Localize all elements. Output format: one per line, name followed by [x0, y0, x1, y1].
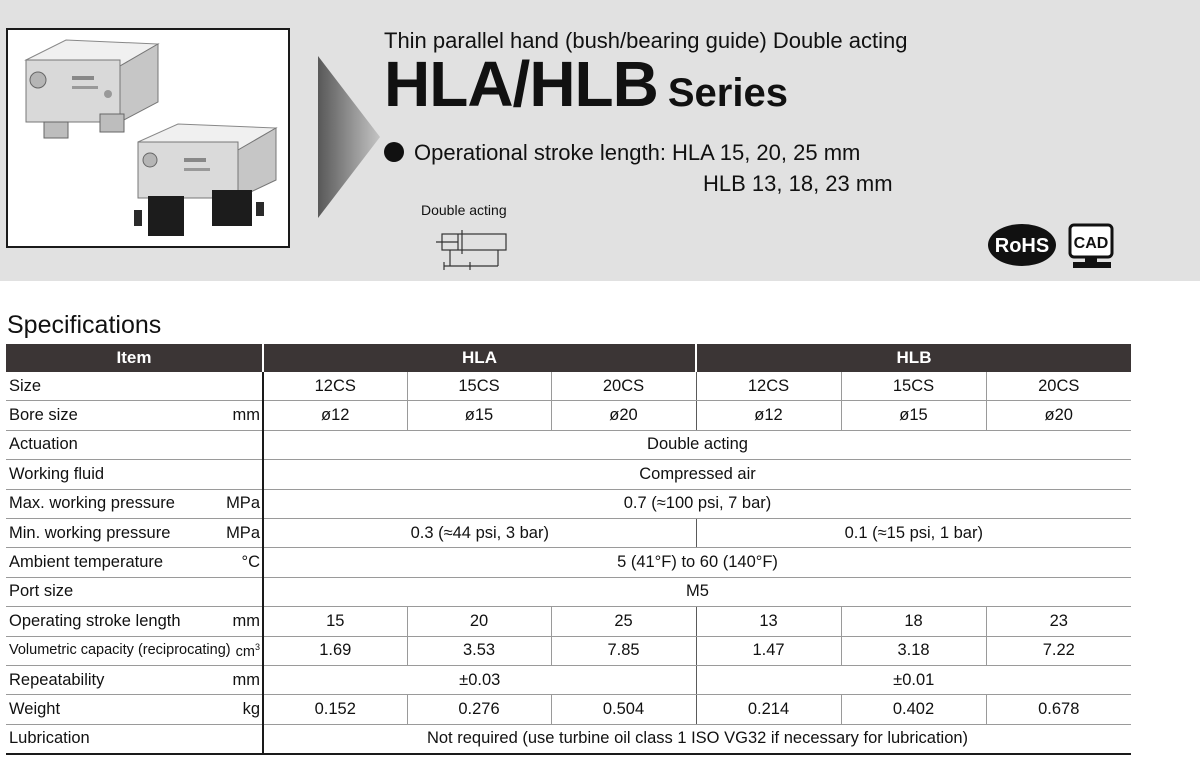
- table-cell: 7.85: [551, 636, 696, 665]
- stroke-length-hlb: HLB 13, 18, 23 mm: [703, 171, 893, 196]
- table-cell: 0.152: [263, 695, 407, 724]
- cad-icon: [1067, 222, 1117, 270]
- specifications-heading: Specifications: [7, 311, 162, 339]
- table-row: [6, 518, 1131, 547]
- table-row: [6, 372, 1131, 401]
- specifications-table: [6, 344, 1131, 755]
- double-acting-symbol-icon: [436, 228, 512, 272]
- symbol-label: Double acting: [421, 202, 507, 218]
- rohs-logo: [986, 222, 1058, 268]
- table-cell: ø15: [407, 401, 551, 430]
- table-row: [6, 577, 1131, 606]
- table-cell: 1.69: [263, 636, 407, 665]
- table-cell: 0.1 (≈15 psi, 1 bar): [696, 518, 1131, 547]
- row-label: Min. working pressure MPa: [6, 518, 263, 547]
- table-cell: 3.18: [841, 636, 986, 665]
- svg-text:RoHS: RoHS: [994, 235, 1050, 257]
- table-cell: 25: [551, 607, 696, 636]
- table-row: [6, 489, 1131, 518]
- table-cell: 18: [841, 607, 986, 636]
- table-cell: ±0.03: [263, 665, 696, 694]
- table-cell: 0.3 (≈44 psi, 3 bar): [263, 518, 696, 547]
- table-row: [6, 401, 1131, 430]
- column-header-hla: HLA: [263, 344, 696, 372]
- table-cell: 20CS: [551, 372, 696, 401]
- table-cell: Double acting: [263, 430, 1131, 459]
- table-cell: 0.402: [841, 695, 986, 724]
- table-row: [6, 607, 1131, 636]
- stroke-length-text: Operational stroke length: HLA 15, 20, 25 mm: [414, 140, 861, 165]
- table-cell: 1.47: [696, 636, 841, 665]
- row-label: Lubrication: [6, 724, 263, 754]
- table-cell: ø12: [696, 401, 841, 430]
- table-cell: ø20: [986, 401, 1131, 430]
- table-cell: ±0.01: [696, 665, 1131, 694]
- table-cell: 12CS: [696, 372, 841, 401]
- row-label: Bore size mm: [6, 401, 263, 430]
- table-cell: M5: [263, 577, 1131, 606]
- product-photo: [6, 28, 290, 248]
- table-cell: 15CS: [407, 372, 551, 401]
- table-cell: Not required (use turbine oil class 1 ISO VG32 if necessary for lubrication): [263, 724, 1131, 754]
- row-label: Repeatability mm: [6, 665, 263, 694]
- table-cell: 20CS: [986, 372, 1131, 401]
- table-row: [6, 430, 1131, 459]
- row-label: Max. working pressure MPa: [6, 489, 263, 518]
- table-header-row: [6, 344, 1131, 372]
- row-label: Ambient temperature °C: [6, 548, 263, 577]
- bullet-icon: [384, 142, 404, 162]
- table-cell: 20: [407, 607, 551, 636]
- series-name: HLA/HLB: [384, 48, 658, 120]
- table-cell: ø20: [551, 401, 696, 430]
- table-cell: ø15: [841, 401, 986, 430]
- table-cell: 0.7 (≈100 psi, 7 bar): [263, 489, 1131, 518]
- table-row: [6, 548, 1131, 577]
- row-label: Size: [6, 372, 263, 401]
- table-cell: ø12: [263, 401, 407, 430]
- table-cell: 0.276: [407, 695, 551, 724]
- table-cell: 12CS: [263, 372, 407, 401]
- table-cell: 7.22: [986, 636, 1131, 665]
- column-header-hlb: HLB: [696, 344, 1131, 372]
- table-cell: 0.678: [986, 695, 1131, 724]
- row-label: Port size: [6, 577, 263, 606]
- table-cell: 13: [696, 607, 841, 636]
- row-label: Volumetric capacity (reciprocating) $cm^3$: [6, 636, 263, 665]
- table-cell: 5 (41°F) to 60 (140°F): [263, 548, 1131, 577]
- table-cell: 15CS: [841, 372, 986, 401]
- row-label: Operating stroke length mm: [6, 607, 263, 636]
- row-label: Working fluid: [6, 460, 263, 489]
- table-cell: Compressed air: [263, 460, 1131, 489]
- table-row: [6, 695, 1131, 724]
- series-suffix: Series: [667, 71, 788, 115]
- row-label: Weight kg: [6, 695, 263, 724]
- page-subtitle: Thin parallel hand (bush/bearing guide) Double acting: [384, 28, 908, 53]
- table-cell: 15: [263, 607, 407, 636]
- table-row: [6, 665, 1131, 694]
- table-row: [6, 460, 1131, 489]
- column-header-item: Item: [6, 344, 263, 372]
- table-cell: 23: [986, 607, 1131, 636]
- table-cell: 0.504: [551, 695, 696, 724]
- page-title: [384, 48, 788, 120]
- header-banner: [0, 0, 1200, 281]
- stroke-length-hla: [384, 140, 860, 166]
- svg-text:CAD: CAD: [1073, 235, 1109, 252]
- row-label: Actuation: [6, 430, 263, 459]
- arrow-icon: [318, 56, 380, 218]
- table-cell: 0.214: [696, 695, 841, 724]
- table-row: [6, 724, 1131, 754]
- table-cell: 3.53: [407, 636, 551, 665]
- table-row: [6, 636, 1131, 665]
